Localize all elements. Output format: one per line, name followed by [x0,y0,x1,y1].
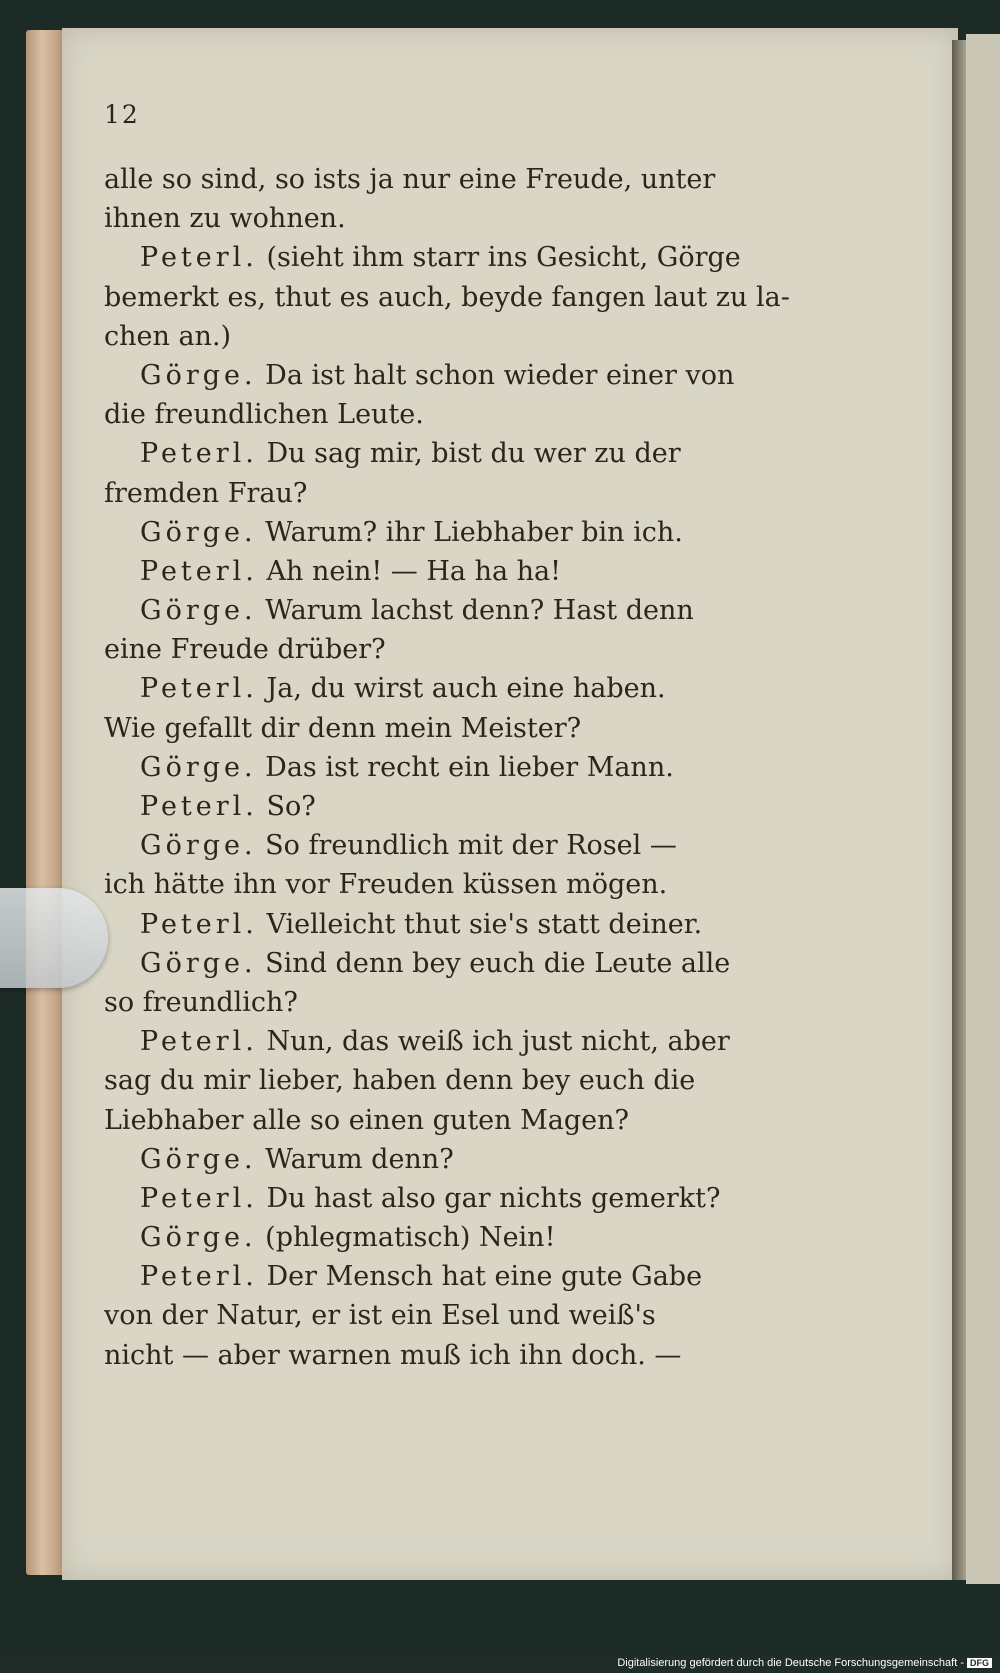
speaker-name: Görge. [140,595,257,627]
page-edges [26,30,66,1575]
text-block [104,160,824,1375]
text-line [104,1179,824,1218]
text-line [104,748,824,787]
book-gutter [952,40,966,1580]
text-line [104,630,824,669]
line-text: Sind denn bey euch die Leute alle [265,947,731,979]
text-line [104,513,824,552]
text-line [104,160,824,199]
facing-page-edge [966,34,1000,1584]
text-line [104,356,824,395]
line-text: Ah nein! — Ha ha ha! [266,555,561,587]
line-text: bemerkt es, thut es auch, beyde fangen laut zu la- [104,281,790,313]
line-text: chen an.) [104,320,232,352]
line-text: Du hast also gar nichts gemerkt? [266,1182,721,1214]
text-line [104,1061,824,1100]
speaker-name: Peterl. [140,555,258,587]
text-line [104,474,824,513]
text-line [104,905,824,944]
text-line [104,709,824,748]
text-line [104,1022,824,1061]
text-line [104,1336,824,1375]
text-line [104,669,824,708]
speaker-name: Peterl. [140,242,258,274]
line-text: So freundlich mit der Rosel — [265,830,677,862]
line-text: so freundlich? [104,986,298,1018]
text-line [104,591,824,630]
text-line [104,395,824,434]
text-line [104,944,824,983]
line-text: ich hätte ihn vor Freuden küssen mögen. [104,869,668,901]
speaker-name: Görge. [140,359,257,391]
line-text: eine Freude drüber? [104,634,386,666]
text-line [104,983,824,1022]
line-text: nicht — aber warnen muß ich ihn doch. — [104,1339,682,1371]
line-text: Liebhaber alle so einen guten Magen? [104,1104,629,1136]
line-text: von der Natur, er ist ein Esel und weiß's [104,1300,656,1332]
line-text: die freundlichen Leute. [104,399,424,431]
text-line [104,278,824,317]
text-line [104,317,824,356]
line-text: alle so sind, so ists ja nur eine Freude, unter [104,164,716,195]
line-text: (phlegmatisch) Nein! [265,1222,556,1254]
line-text: Das ist recht ein lieber Mann. [265,751,674,783]
line-text: sag du mir lieber, haben denn bey euch die [104,1065,696,1097]
line-text: Warum? ihr Liebhaber bin ich. [265,516,683,548]
line-text: Da ist halt schon wieder einer von [265,359,735,391]
text-line [104,1101,824,1140]
speaker-name: Görge. [140,1222,257,1254]
speaker-name: Görge. [140,751,257,783]
line-text: ihnen zu wohnen. [104,203,346,235]
line-text: fremden Frau? [104,477,308,509]
line-text: Ja, du wirst auch eine haben. [266,673,666,705]
text-line [104,1257,824,1296]
line-text: Der Mensch hat eine gute Gabe [266,1261,703,1293]
speaker-name: Görge. [140,1143,257,1175]
speaker-name: Peterl. [140,1026,258,1058]
text-line [104,787,824,826]
speaker-name: Görge. [140,516,257,548]
text-line [104,238,824,277]
page-clip [0,888,108,988]
text-line [104,552,824,591]
text-line [104,826,824,865]
text-line [104,434,824,473]
speaker-name: Peterl. [140,673,258,705]
text-line [104,1218,824,1257]
footer-credit-text: Digitalisierung gefördert durch die Deutsche Forschungsgemeinschaft - [617,1657,964,1669]
speaker-name: Görge. [140,947,257,979]
text-line [104,199,824,238]
line-text: Vielleicht thut sie's statt deiner. [266,908,703,940]
line-text: (sieht ihm starr ins Gesicht, Görge [266,242,741,274]
text-line [104,1140,824,1179]
speaker-name: Peterl. [140,438,258,470]
line-text: Warum lachst denn? Hast denn [265,595,694,627]
line-text: Warum denn? [265,1143,454,1175]
speaker-name: Peterl. [140,908,258,940]
line-text: Nun, das weiß ich just nicht, aber [266,1026,730,1058]
text-line [104,1296,824,1335]
footer-credit [617,1657,992,1669]
text-line [104,865,824,904]
speaker-name: Peterl. [140,791,258,822]
speaker-name: Peterl. [140,1182,258,1214]
page-number: 12 [104,100,140,129]
line-text: So? [266,791,316,822]
dfg-logo: DFG [967,1658,992,1668]
line-text: Wie gefallt dir denn mein Meister? [104,712,582,744]
line-text: Du sag mir, bist du wer zu der [266,438,681,470]
speaker-name: Görge. [140,830,257,862]
speaker-name: Peterl. [140,1261,258,1293]
